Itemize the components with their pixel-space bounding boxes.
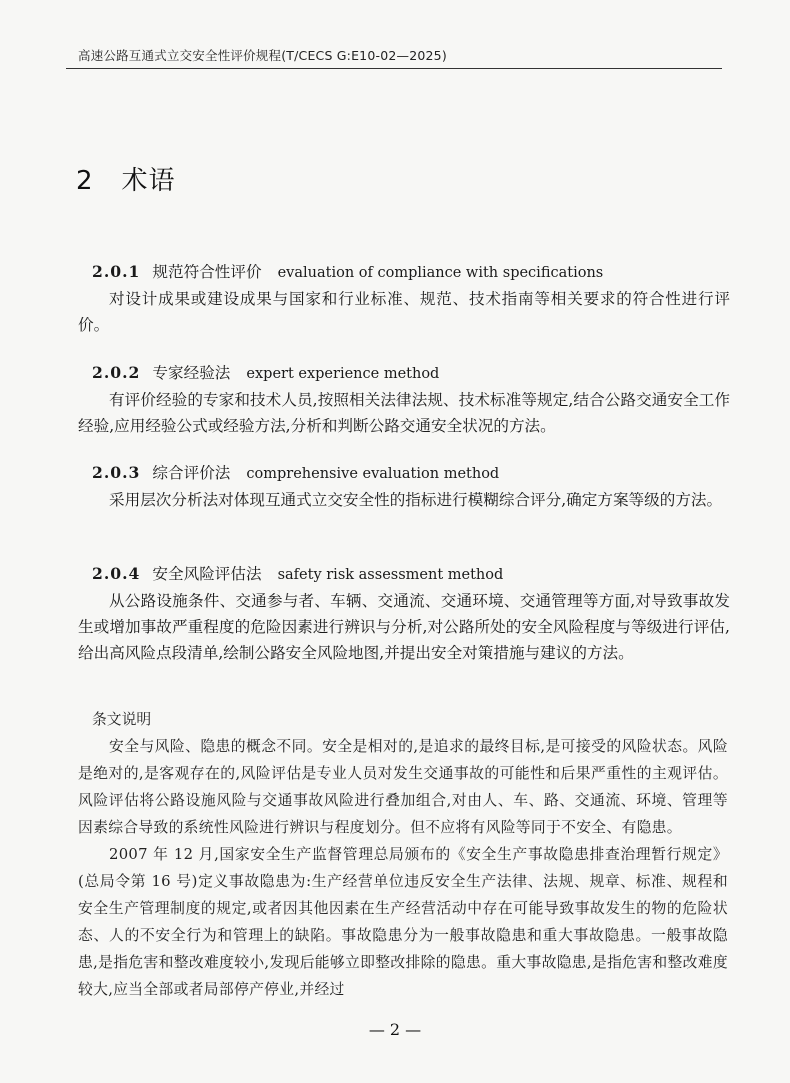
chapter-number: 2 [76, 166, 94, 196]
term-zh: 安全风险评估法 [152, 565, 262, 583]
term-heading [78, 561, 730, 588]
term-heading [78, 360, 730, 387]
chapter-name: 术语 [121, 166, 176, 196]
term-2-0-1 [78, 259, 730, 338]
commentary-paragraph: 2007 年 12 月,国家安全生产监督管理总局颁布的《安全生产事故隐患排查治理暂行规定》(总局令第 16 号)定义事故隐患为:生产经营单位违反安全生产法律、法规、规章、标准、规程和安全生产管理制度的规定,或者因其他因素在生产经营活动中存在可能导致事故发生的物的危险状态、人的不安全行为和管理上的缺陷。事故隐患分为一般事故隐患和重大事故隐患。一般事故隐患,是指危害和整改难度较小,发现后能够立即整改排除的隐患。重大事故隐患,是指危害和整改难度较大,应当全部或者局部停产停业,并经过 [78, 846, 728, 998]
page-number: — 2 — [368, 1020, 422, 1039]
commentary [78, 706, 728, 1003]
term-zh: 规范符合性评价 [152, 263, 262, 281]
term-definition: 对设计成果或建设成果与国家和行业标准、规范、技术指南等相关要求的符合性进行评价。 [78, 290, 730, 334]
term-en: expert experience method [246, 366, 440, 382]
commentary-title: 条文说明 [92, 711, 152, 728]
running-header: 高速公路互通式立交安全性评价规程(T/CECS G:E10-02—2025) [78, 48, 447, 63]
term-2-0-3 [78, 460, 730, 513]
chapter-title [76, 160, 176, 197]
term-en: safety risk assessment method [277, 567, 504, 583]
term-definition: 有评价经验的专家和技术人员,按照相关法律法规、技术标准等规定,结合公路交通安全工作经验,应用经验公式或经验方法,分析和判断公路交通安全状况的方法。 [78, 391, 730, 435]
term-number: 2.0.1 [92, 262, 141, 281]
commentary-paragraph: 安全与风险、隐患的概念不同。安全是相对的,是追求的最终目标,是可接受的风险状态。风险是绝对的,是客观存在的,风险评估是专业人员对发生交通事故的可能性和后果严重性的主观评估。风险评估将公路设施风险与交通事故风险进行叠加组合,对由人、车、路、交通流、环境、管理等因素综合导致的系统性风险进行辨识与程度划分。但不应将有风险等同于不安全、有隐患。 [78, 738, 728, 836]
term-number: 2.0.2 [92, 363, 141, 382]
header-rule [66, 68, 722, 69]
term-zh: 专家经验法 [152, 364, 231, 382]
term-definition: 从公路设施条件、交通参与者、车辆、交通流、交通环境、交通管理等方面,对导致事故发生或增加事故严重程度的危险因素进行辨识与分析,对公路所处的安全风险程度与等级进行评估,给出高风险点段清单,绘制公路安全风险地图,并提出安全对策措施与建议的方法。 [78, 592, 730, 662]
term-en: evaluation of compliance with specifications [277, 265, 604, 281]
term-number: 2.0.4 [92, 564, 141, 583]
term-definition: 采用层次分析法对体现互通式立交安全性的指标进行模糊综合评分,确定方案等级的方法。 [109, 491, 723, 509]
term-2-0-2 [78, 360, 730, 439]
term-number: 2.0.3 [92, 463, 141, 482]
term-en: comprehensive evaluation method [246, 466, 500, 482]
term-zh: 综合评价法 [152, 464, 231, 482]
term-heading [78, 460, 730, 487]
term-heading [78, 259, 730, 286]
term-2-0-4 [78, 561, 730, 666]
